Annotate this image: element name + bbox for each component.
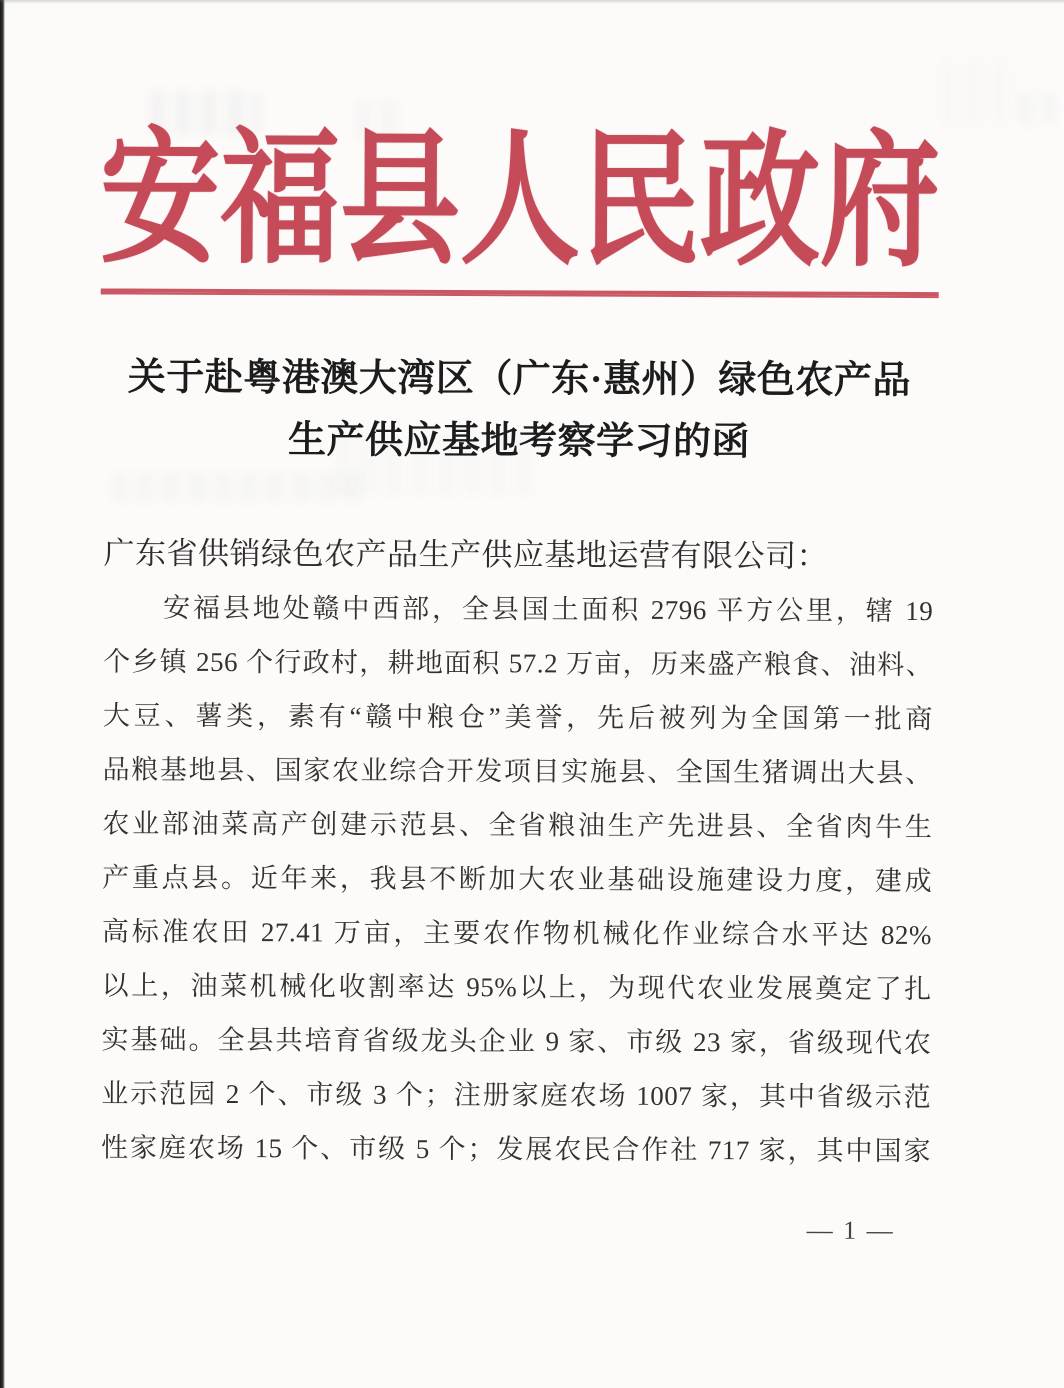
letterhead-title: 安福县人民政府 <box>99 118 941 284</box>
document-title <box>104 346 935 474</box>
page-number: — 1 — <box>806 1215 895 1245</box>
body-paragraph <box>101 580 934 1178</box>
body-text-line: 业示范园 2 个、市级 3 个；注册家庭农场 1007 家，其中省级示范 <box>101 1078 932 1113</box>
body-text-line: 个乡镇 256 个行政村，耕地面积 57.2 万亩，历来盛产粮食、油料、 <box>103 646 934 681</box>
body-text-line: 实基础。全县共培育省级龙头企业 9 家、市级 23 家，省级现代农 <box>101 1024 932 1059</box>
body-text-line: 性家庭农场 15 个、市级 5 个；发展农民合作社 717 家，其中国家 <box>100 1132 932 1167</box>
body-text-line: 品粮基地县、国家农业综合开发项目实施县、全国生猪调出大县、 <box>102 754 933 789</box>
document-title-line-2: 生产供应基地考察学习的函 <box>287 419 751 464</box>
body-text-line: 安福县地处赣中西部，全县国土面积 2796 平方公里，辖 19 <box>103 592 934 627</box>
body-text-line: 以上，油菜机械化收割率达 95%以上，为现代农业发展奠定了扎 <box>101 970 932 1005</box>
body-text-line: 大豆、薯类，素有“赣中粮仓”美誉，先后被列为全国第一批商 <box>102 700 933 735</box>
letterhead-rule <box>101 288 939 298</box>
body-text-line: 农业部油菜高产创建示范县、全省粮油生产先进县、全省肉牛生 <box>102 808 933 843</box>
body-text-line: 产重点县。近年来，我县不断加大农业基础设施建设力度，建成 <box>102 862 933 897</box>
document-title-line-1: 关于赴粤港澳大湾区（广东·惠州）绿色农产品 <box>127 356 912 402</box>
addressee-line: 广东省供销绿色农产品生产供应基地运营有限公司： <box>103 535 829 574</box>
body-text-line: 高标准农田 27.41 万亩，主要农作物机械化作业综合水平达 82% <box>101 916 932 951</box>
